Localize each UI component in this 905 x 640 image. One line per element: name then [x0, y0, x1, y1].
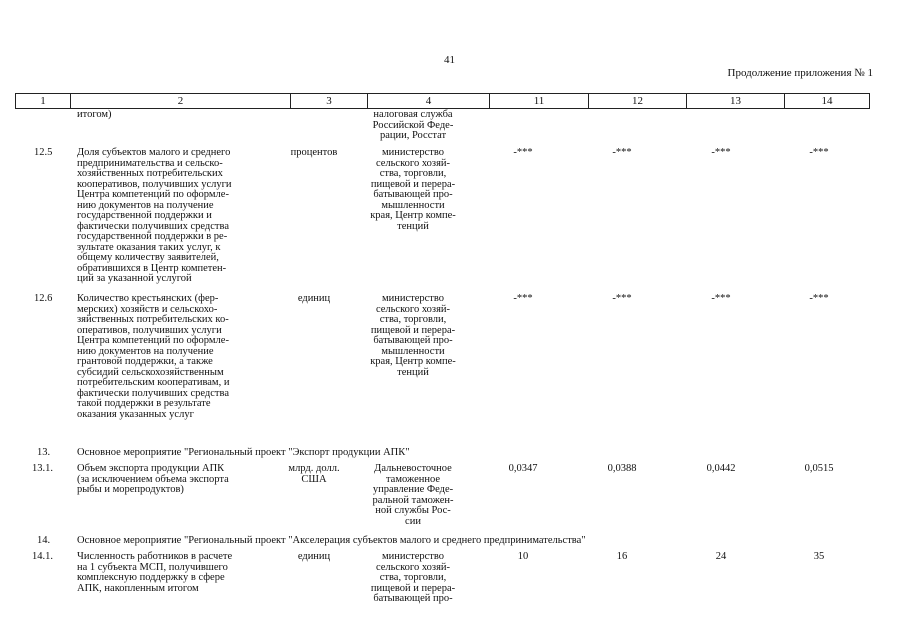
row-unit: единиц: [297, 293, 331, 304]
row-name: Доля субъектов малого и среднего предпринимательства и сельско- хозяйственных потребительских кооперативов, получивших услуги Центра компетенций по оформле- нию документов на получение государственной поддержки и фактически получивших средства государственной поддержки в ре- зультате оказания таких услуг, к общему количеству заявителей, обратившихся в Центр компетен- ций за указанной услугой: [77, 147, 232, 284]
row-value-12: 0,0388: [607, 463, 637, 474]
row-value-12: -***: [612, 293, 632, 304]
row-number: 12.6: [34, 293, 53, 304]
section-title: Основное мероприятие "Региональный проект "Акселерация субъектов малого и среднего предпринимательства": [77, 535, 586, 546]
section-number: 13.: [37, 447, 51, 458]
row-value-13: -***: [711, 147, 731, 158]
row-value-11: 10: [517, 551, 529, 562]
row-responsible: министерство сельского хозяй- ства, торговли, пищевой и перера- батывающей про-: [370, 551, 456, 604]
header-col-12: 12: [589, 94, 687, 108]
row-responsible: министерство сельского хозяй- ства, торговли, пищевой и перера- батывающей про- мышленности края, Центр компе- тенций: [370, 293, 456, 378]
row-name: Количество крестьянских (фер- мерских) хозяйств и сельскохо- зяйственных потребительских ко- оперативов, получивших услуги Центра компетенций по оформле- нию документов на получение грантовой поддержки, а также субсидий сельскохозяйственным потребительским кооперативам, и фактически получивших средства такой поддержки в результате оказания указанных услуг: [77, 293, 230, 420]
row-unit: единиц: [297, 551, 331, 562]
page-number: 41: [444, 54, 455, 66]
row-value-14: 35: [813, 551, 825, 562]
header-col-13: 13: [687, 94, 785, 108]
header-col-2: 2: [71, 94, 291, 108]
row-unit: процентов: [290, 147, 338, 158]
row-value-14: -***: [809, 147, 829, 158]
continuation-note: Продолжение приложения № 1: [727, 67, 873, 79]
row-value-12: 16: [616, 551, 628, 562]
header-col-4: 4: [368, 94, 490, 108]
row-value-12: -***: [612, 147, 632, 158]
row-name: итогом): [77, 109, 112, 120]
row-responsible: Дальневосточное таможенное управление Феде- ральной таможен- ной службы Рос- сии: [372, 463, 454, 527]
row-value-13: 24: [715, 551, 727, 562]
row-value-14: 0,0515: [804, 463, 834, 474]
row-value-11: -***: [513, 147, 533, 158]
row-name: Численность работников в расчете на 1 субъекта МСП, получившего комплексную поддержку в сфере АПК, накопленным итогом: [77, 551, 233, 594]
row-number: 13.1.: [32, 463, 53, 474]
row-name: Объем экспорта продукции АПК (за исключением объема экспорта рыбы и морепродуктов): [77, 463, 229, 495]
row-value-13: 0,0442: [706, 463, 736, 474]
row-value-13: -***: [711, 293, 731, 304]
row-number: 14.1.: [32, 551, 53, 562]
row-responsible: министерство сельского хозяй- ства, торговли, пищевой и перера- батывающей про- мышленности края, Центр компе- тенций: [370, 147, 456, 232]
section-number: 14.: [37, 535, 51, 546]
table-header: [15, 93, 870, 109]
section-title: Основное мероприятие "Региональный проект "Экспорт продукции АПК": [77, 447, 410, 458]
row-value-11: -***: [513, 293, 533, 304]
row-number: 12.5: [34, 147, 53, 158]
row-value-11: 0,0347: [508, 463, 538, 474]
header-col-14: 14: [821, 95, 833, 107]
header-col-11: 11: [490, 94, 589, 108]
header-col-1: 1: [16, 94, 71, 108]
row-value-14: -***: [809, 293, 829, 304]
header-col-3: 3: [291, 94, 368, 108]
row-responsible: налоговая служба Российской Феде- рации, Росстат: [372, 109, 454, 141]
row-unit: млрд. долл. США: [288, 463, 340, 485]
